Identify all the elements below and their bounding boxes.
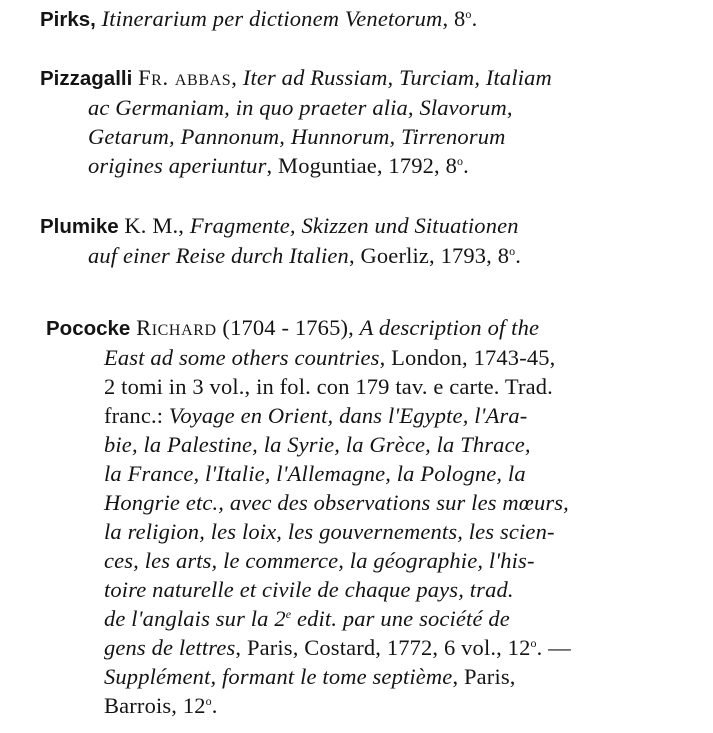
text-segment: , Goerliz, 1793, 8	[348, 243, 510, 268]
entry-line	[40, 122, 680, 151]
author-name: Plumike	[40, 215, 119, 238]
entry-pirks	[40, 4, 680, 34]
text-segment: .	[463, 153, 469, 178]
entry-line	[40, 151, 680, 180]
entry-line	[46, 662, 686, 691]
text-segment: 2 tomi in 3 vol., in fol. con 179 tav. e carte. Trad.	[104, 374, 553, 399]
text-segment: , London, 1743-45,	[379, 345, 556, 370]
text-segment: Iter ad Russiam, Turciam, Italiam	[242, 65, 552, 90]
author-name: Pococke	[46, 317, 131, 340]
author-name: Pirks,	[40, 8, 96, 31]
text-segment: ces, les arts, le commerce, la géographie, l'his-	[104, 548, 535, 573]
text-segment: (1704 - 1765),	[216, 315, 360, 340]
text-segment: Richard	[136, 315, 217, 340]
text-segment: .	[211, 693, 218, 718]
entry-line	[46, 488, 686, 517]
text-segment: East ad some others countries	[104, 345, 380, 370]
entry-pococke	[46, 313, 686, 720]
text-segment: Fragmente, Skizzen und Situationen	[189, 213, 519, 238]
superscript: o	[530, 636, 537, 650]
text-segment: , Paris,	[452, 664, 516, 689]
text-segment: K. M.,	[118, 213, 190, 238]
entry-line	[40, 63, 680, 93]
text-segment: Itinerarium per dictionem Venetorum	[101, 6, 443, 31]
text-segment: .	[515, 243, 522, 268]
text-segment: Barrois, 12	[104, 693, 206, 718]
entry-line	[46, 575, 686, 604]
entry-line	[46, 459, 686, 488]
text-segment: origines aperiuntur	[88, 153, 267, 178]
text-segment: Getarum, Pannonum, Hunnorum, Tirrenorum	[88, 124, 506, 149]
entry-line	[46, 372, 686, 401]
author-name: Pizzagalli	[40, 67, 133, 90]
entry-line	[46, 430, 686, 459]
entry-pizzagalli	[40, 63, 680, 180]
text-segment: la France, l'Italie, l'Allemagne, la Pologne, la	[104, 461, 526, 486]
entry-line	[40, 241, 680, 270]
text-segment: la religion, les loix, les gouvernements, les scien-	[104, 519, 555, 544]
entry-plumike	[40, 211, 680, 270]
text-segment: bie, la Palestine, la Syrie, la Grèce, la Thrace,	[104, 432, 531, 457]
superscript: o	[509, 244, 516, 258]
text-segment: Voyage en Orient, dans l'Egypte, l'Ara-	[168, 403, 528, 428]
text-segment: A description of the	[359, 315, 540, 340]
entry-line	[40, 211, 680, 241]
entry-line	[46, 401, 686, 430]
superscript: o	[465, 7, 472, 21]
text-segment: gens de lettres	[104, 635, 236, 660]
text-segment: , Paris, Costard, 1772, 6 vol., 12	[235, 635, 531, 660]
entry-line	[46, 343, 686, 372]
text-segment: ,	[231, 65, 243, 90]
entry-line	[46, 604, 686, 633]
entry-line	[46, 517, 686, 546]
text-segment: , 8	[442, 6, 466, 31]
text-segment: toire naturelle et civile de chaque pays, trad.	[104, 577, 514, 602]
superscript: o	[205, 694, 212, 708]
entry-line	[46, 313, 686, 343]
text-segment: edit. par une société de	[291, 606, 510, 631]
text-segment: franc.:	[104, 403, 169, 428]
text-segment: .	[471, 6, 478, 31]
text-segment: . —	[536, 635, 571, 660]
entry-line	[46, 691, 686, 720]
text-segment: Fr. abbas	[138, 65, 232, 90]
text-segment: , Moguntiae, 1792, 8	[266, 153, 457, 178]
text-segment: ac Germaniam, in quo praeter alia, Slavorum,	[88, 95, 513, 120]
entry-line	[46, 633, 686, 662]
entry-line	[46, 546, 686, 575]
superscript: o	[456, 154, 464, 168]
entry-line	[40, 93, 680, 122]
superscript: e	[285, 607, 292, 621]
text-segment: de l'anglais sur la 2	[104, 606, 286, 631]
text-segment: Hongrie etc., avec des observations sur les mœurs,	[104, 490, 569, 515]
text-segment: auf einer Reise durch Italien	[88, 243, 349, 268]
text-segment: Supplément, formant le tome septième	[104, 664, 453, 689]
entry-line	[40, 4, 680, 34]
